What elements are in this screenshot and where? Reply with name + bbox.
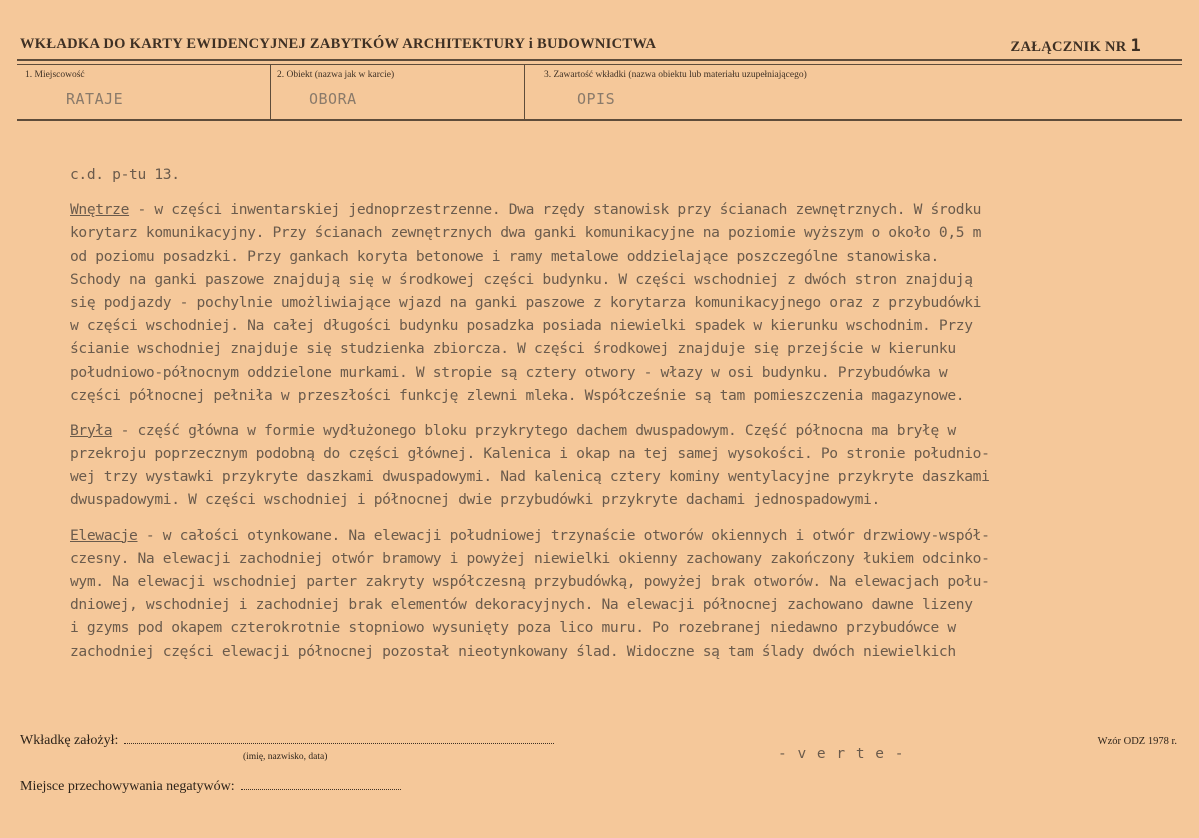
interior-line: od poziomu posadzki. Przy gankach koryta betonowe i ramy metalowe oddzielające poszczególne stanowiska. (70, 247, 939, 265)
facades-line: dniowej, wschodniej i zachodniej brak elementów dekoracyjnych. Na elewacji północnej zachowano dawne lizeny (70, 596, 973, 614)
insert-content-label: 3. Zawartość wkładki (nazwa obiektu lub materiału uzupełniającego) (544, 70, 807, 80)
interior-line: południowo-północnym oddzielone murkami. W stropie są cztery otwory - włazy w osi budynku. Przybudówka w (70, 363, 948, 381)
interior-heading: Wnętrze (70, 201, 130, 219)
facades-section (70, 524, 1199, 663)
negatives-location-line (241, 779, 401, 790)
annex-label (1011, 36, 1141, 56)
header-rule-top (17, 59, 1182, 61)
field-divider-2 (524, 64, 525, 120)
header-rule-bottom (17, 119, 1182, 121)
insert-content-value: OPIS (577, 90, 616, 108)
locality-value: RATAJE (66, 90, 124, 108)
interior-line: Schody na ganki paszowe znajdują się w środkowej części budynku. W części wschodniej z dwóch stron znajdują (70, 270, 973, 288)
object-value: OBORA (309, 90, 357, 108)
massing-line: przekroju poprzecznym podobną do części głównej. Kalenica i okap na tej samej wysokości. Po stronie południo- (70, 445, 990, 463)
annex-number: 1 (1130, 36, 1141, 56)
interior-line: części północnej pełniła w przeszłości funkcję zlewni mleka. Współcześnie są tam pomieszczenia magazynowe. (70, 386, 965, 404)
form-title: WKŁADKA DO KARTY EWIDENCYJNEJ ZABYTKÓW ARCHITEKTURY i BUDOWNICTWA (20, 36, 657, 52)
inserted-by-hint: (imię, nazwisko, data) (243, 752, 328, 762)
inserted-by-label: Wkładkę założył: (20, 733, 119, 748)
interior-line: w części wschodniej. Na całej długości budynku posadzka posiada niewielki spadek w kierunku wschodnim. Przy (70, 317, 973, 335)
negatives-location-field (20, 779, 401, 795)
negatives-location-label: Miejsce przechowywania negatywów: (20, 779, 235, 794)
header-rule-second (17, 64, 1182, 65)
massing-line: dwuspadowymi. W części wschodniej i północnej dwie przybudówki przykryte dachami jednospadowymi. (70, 491, 880, 509)
facades-heading: Elewacje (70, 526, 138, 544)
massing-heading: Bryła (70, 421, 113, 439)
massing-section (70, 419, 1199, 512)
massing-line-1: Bryła - część główna w formie wydłużonego bloku przykrytego dachem dwuspadowym. Część północna ma bryłę w (70, 421, 956, 439)
annex-label-text: ZAŁĄCZNIK NR (1010, 39, 1127, 55)
facades-line-1: Elewacje - w całości otynkowane. Na elewacji południowej trzynaście otworów okiennych i otwór drzwiowy-współ- (70, 526, 990, 544)
form-number: Wzór ODZ 1978 r. (1097, 736, 1177, 747)
facades-line: i gzyms pod okapem czterokrotnie stopniowo wysunięty poza lico muru. Po rozebranej niedawno przybudówce w (70, 619, 956, 637)
locality-label: 1. Miejscowość (25, 70, 85, 80)
interior-line-1: Wnętrze - w części inwentarskiej jednoprzestrzenne. Dwa rzędy stanowisk przy ścianach zewnętrznych. W środku (70, 201, 982, 219)
object-label: 2. Obiekt (nazwa jak w karcie) (277, 70, 395, 80)
facades-line: wym. Na elewacji wschodniej parter zakryty współczesną przybudówką, powyżej brak otworów. Na elewacjach połu- (70, 573, 990, 590)
field-divider-1 (270, 64, 271, 120)
verte-note: - v e r t e - (778, 746, 905, 762)
facades-line: zachodniej części elewacji północnej pozostał nieotynkowany ślad. Widoczne są tam ślady dwóch niewielkich (70, 642, 956, 660)
continuation-note: c.d. p-tu 13. (70, 166, 180, 183)
massing-line: wej trzy wystawki przykryte daszkami dwuspadowymi. Nad kalenicą cztery kominy wentylacyjne przykryte daszkami (70, 468, 990, 486)
interior-line: korytarz komunikacyjny. Przy ścianach zewnętrznych dwa ganki komunikacyjne na poziomie wyższym o około 0,5 m (70, 224, 982, 242)
inserted-by-field (20, 733, 554, 749)
inserted-by-line (124, 733, 554, 744)
description-body (70, 163, 1199, 663)
interior-line: się podjazdy - pochylnie umożliwiające wjazd na ganki paszowe z korytarza komunikacyjnego oraz z przybudówki (70, 293, 982, 311)
facades-line: czesny. Na elewacji zachodniej otwór bramowy i powyżej niewielki okienny zachowany zakończony łukiem odcinko- (70, 549, 990, 567)
interior-section (70, 198, 1199, 407)
interior-line: ścianie wschodniej znajduje się studzienka zbiorcza. W części środkowej znajduje się przejście w kierunku (70, 340, 956, 358)
